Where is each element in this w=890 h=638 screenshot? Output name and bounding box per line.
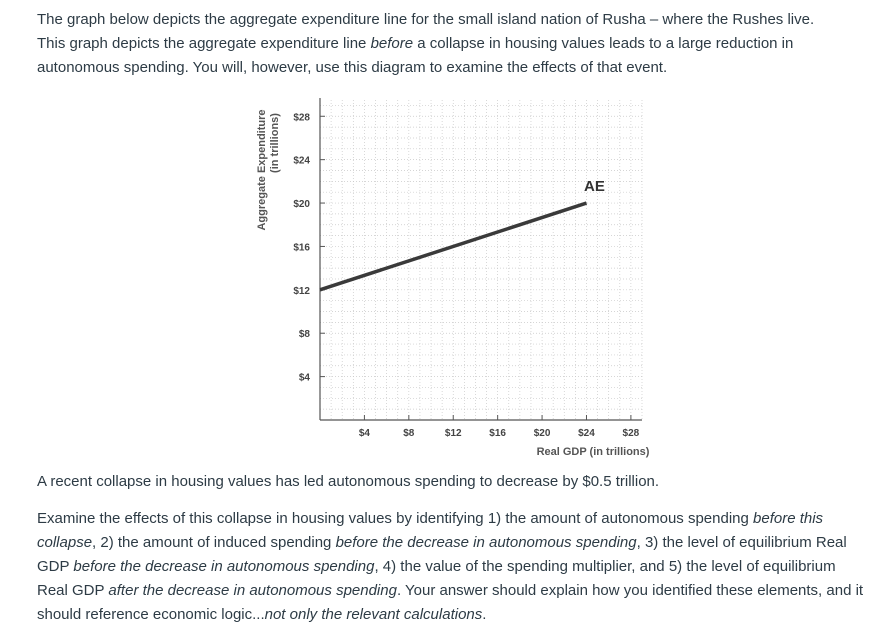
question-paragraph bbox=[37, 507, 867, 627]
chart-series bbox=[320, 178, 605, 290]
question-emphasis-1: before this collapse bbox=[37, 510, 824, 551]
question-emphasis-4: after the decrease in autonomous spending bbox=[108, 582, 397, 599]
intro-line-2b: a collapse in housing values leads to a large reduction in autonomous spending. You will, however, use this diagram to examine the effects of that event. bbox=[37, 35, 794, 76]
x-tick-label: $16 bbox=[489, 428, 506, 439]
y-axis-unit-label: (in trillions) bbox=[269, 113, 281, 173]
chart-axes bbox=[320, 98, 642, 420]
y-axis-label: Aggregate Expenditure bbox=[256, 109, 268, 231]
y-tick-label: $24 bbox=[293, 155, 310, 167]
y-tick-label: $16 bbox=[293, 242, 310, 254]
question-text-6: . bbox=[482, 606, 487, 623]
question-emphasis-2: before the decrease in autonomous spending bbox=[335, 534, 637, 551]
x-axis-label: Real GDP (in trillions) bbox=[536, 446, 650, 458]
ae-chart bbox=[250, 90, 650, 465]
x-tick-label: $28 bbox=[622, 428, 640, 439]
question-text-1: Examine the effects of this collapse in housing values by identifying 1) the amount of autonomous spending bbox=[37, 510, 754, 527]
intro-line-2a: This graph depicts the aggregate expenditure line bbox=[37, 35, 371, 52]
y-tick-label: $8 bbox=[298, 329, 310, 341]
question-text-3: , 3) the level of equilibrium Real GDP bbox=[37, 534, 847, 575]
statement-paragraph: A recent collapse in housing values has led autonomous spending to decrease by $0.5 trillion. bbox=[37, 473, 660, 490]
y-tick-label: $12 bbox=[293, 285, 310, 297]
series-label-ae: AE bbox=[584, 178, 605, 196]
question-text-4: , 4) the value of the spending multiplier, and 5) the level of equilibrium Real GDP bbox=[37, 558, 836, 599]
intro-paragraph bbox=[37, 8, 867, 80]
chart-ticks bbox=[293, 112, 639, 439]
question-text-5: . Your answer should explain how you identified these elements, and it should reference economic logic... bbox=[37, 582, 864, 623]
x-tick-label: $24 bbox=[578, 428, 595, 439]
intro-line-1: The graph below depicts the aggregate expenditure line for the small island nation of Rusha – where the Rushes live. bbox=[37, 11, 815, 28]
chart-grid bbox=[320, 100, 642, 420]
question-emphasis-3: before the decrease in autonomous spending bbox=[73, 558, 375, 575]
x-tick-label: $12 bbox=[444, 428, 462, 439]
y-tick-label: $28 bbox=[293, 112, 310, 124]
x-tick-label: $4 bbox=[358, 428, 370, 439]
intro-emphasis: before bbox=[370, 35, 414, 52]
x-tick-label: $20 bbox=[533, 428, 551, 439]
question-text-2: , 2) the amount of induced spending bbox=[92, 534, 336, 551]
x-tick-label: $8 bbox=[403, 428, 415, 439]
question-emphasis-5: not only the relevant calculations bbox=[264, 606, 483, 623]
y-tick-label: $4 bbox=[298, 372, 310, 384]
y-tick-label: $20 bbox=[293, 199, 310, 211]
